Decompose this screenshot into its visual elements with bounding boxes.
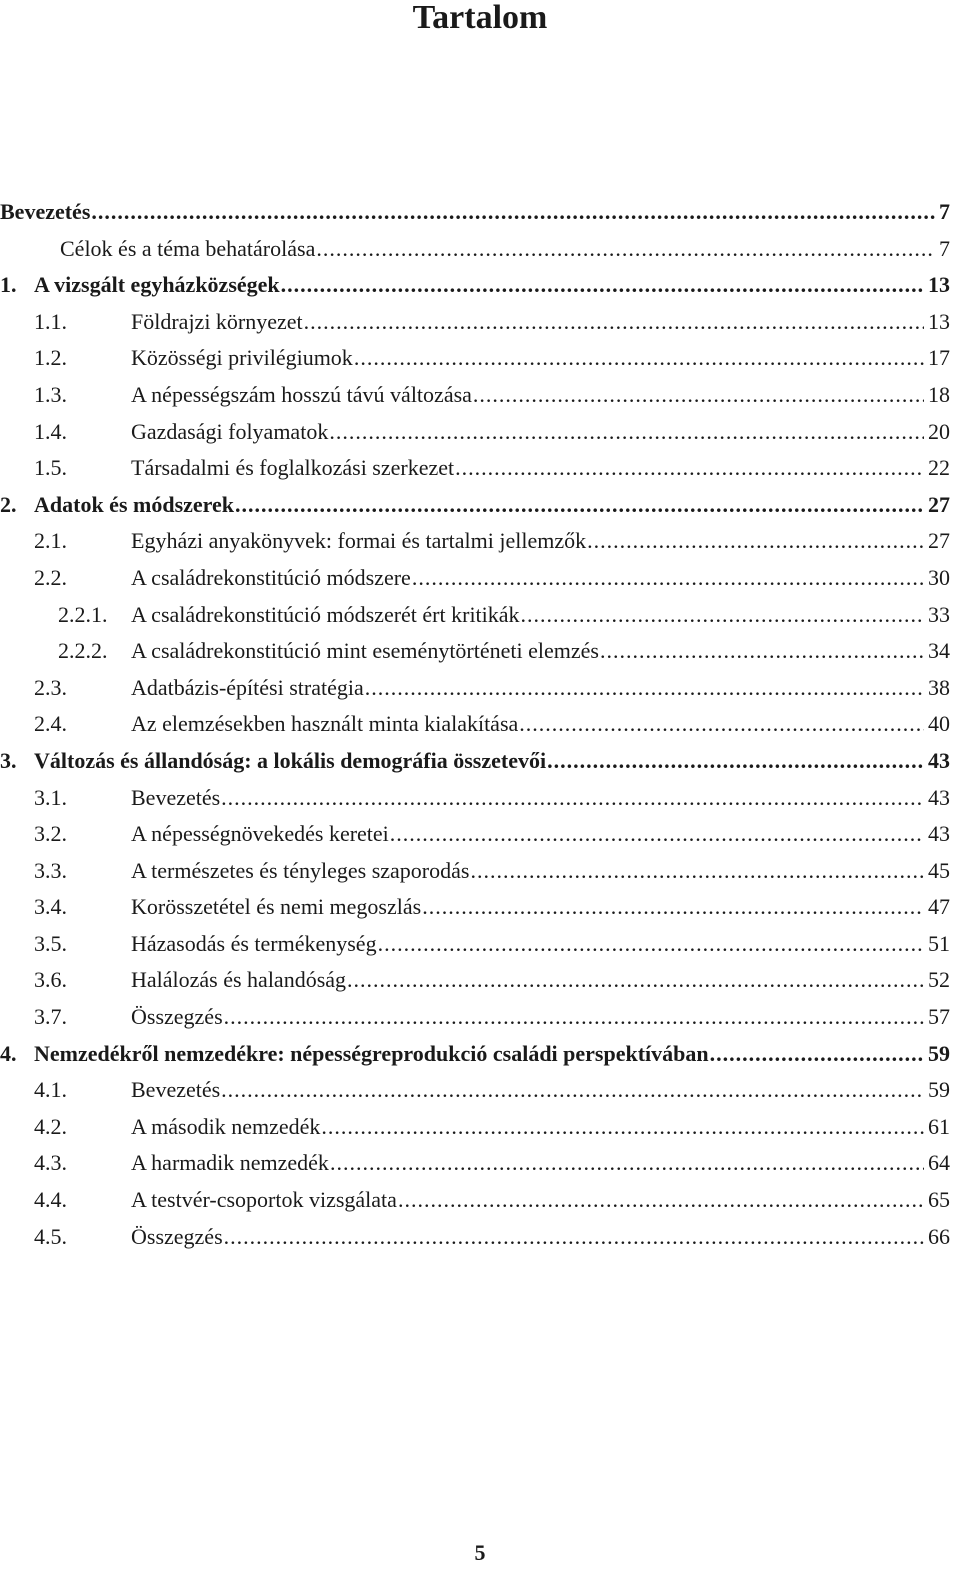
toc-entry-number: 2.2.2. — [58, 638, 108, 664]
dot-leader — [710, 1036, 924, 1073]
dot-leader — [91, 194, 935, 231]
dot-leader — [281, 267, 924, 304]
toc-entry-number: 1.5. — [34, 455, 67, 481]
toc-entry-line — [131, 340, 950, 377]
toc-entry-number: 2.2.1. — [58, 601, 108, 627]
toc-entry-title: A természetes és tényleges szaporodás — [131, 853, 470, 890]
toc-entry-page: 34 — [924, 633, 950, 670]
toc-entry[interactable] — [0, 1219, 950, 1256]
toc-entry-line — [131, 706, 950, 743]
dot-leader — [455, 450, 924, 487]
toc-entry-title: A családrekonstitúció módszerét ért kritikák — [131, 597, 521, 634]
toc-entry-title: Egyházi anyakönyvek: formai és tartalmi jellemzők — [131, 523, 587, 560]
toc-entry-page: 65 — [924, 1182, 950, 1219]
dot-leader — [365, 670, 924, 707]
toc-entry-title: A családrekonstitúció mint eseménytörténeti elemzés — [131, 633, 600, 670]
toc-entry-number: 2.2. — [34, 564, 67, 590]
toc-entry-line — [131, 1219, 950, 1256]
toc-entry-line — [131, 780, 950, 817]
toc-entry-number: 1.1. — [34, 308, 67, 334]
toc-entry[interactable] — [0, 853, 950, 890]
toc-entry-page: 45 — [924, 853, 950, 890]
toc-entry-number: 4.4. — [34, 1187, 67, 1213]
toc-entry-title: Változás és állandóság: a lokális demográfia összetevői — [34, 743, 547, 780]
toc-entry[interactable] — [0, 304, 950, 341]
toc-entry-page: 7 — [935, 194, 950, 231]
toc-entry-line — [131, 670, 950, 707]
dot-leader — [519, 706, 924, 743]
dot-leader — [412, 560, 924, 597]
toc-entry-number: 3.5. — [34, 930, 67, 956]
toc-entry-title: Társadalmi és foglalkozási szerkezet — [131, 450, 455, 487]
toc-entry-title: A népességnövekedés keretei — [131, 816, 390, 853]
toc-entry-line — [131, 414, 950, 451]
toc-entry-number: 4. — [0, 1040, 17, 1066]
toc-entry-line — [131, 999, 950, 1036]
toc-entry-page: 43 — [924, 743, 950, 780]
toc-entry-line — [131, 889, 950, 926]
toc-entry-title: Összegzés — [131, 1219, 224, 1256]
toc-entry-title: Bevezetés — [131, 780, 221, 817]
dot-leader — [473, 377, 924, 414]
toc-entry-number: 1.3. — [34, 381, 67, 407]
dot-leader — [347, 962, 924, 999]
toc-entry-page: 7 — [935, 231, 950, 268]
dot-leader — [330, 1145, 924, 1182]
toc-entry-number: 3.6. — [34, 967, 67, 993]
toc-entry[interactable] — [0, 414, 950, 451]
toc-entry-number: 4.1. — [34, 1077, 67, 1103]
toc-entry-title: Közösségi privilégiumok — [131, 340, 354, 377]
dot-leader — [316, 231, 935, 268]
toc-entry-page: 43 — [924, 816, 950, 853]
toc-entry[interactable] — [0, 231, 950, 268]
dot-leader — [221, 780, 924, 817]
toc-entry-number: 4.3. — [34, 1150, 67, 1176]
toc-entry-number: 2.4. — [34, 711, 67, 737]
toc-entry-page: 64 — [924, 1145, 950, 1182]
toc-entry-line — [0, 194, 950, 231]
toc-entry[interactable] — [0, 1072, 950, 1109]
toc-entry-title: Nemzedékről nemzedékre: népességreprodukció családi perspektívában — [34, 1036, 710, 1073]
toc-entry-page: 17 — [924, 340, 950, 377]
toc-entry[interactable] — [0, 340, 950, 377]
toc-entry[interactable] — [0, 597, 950, 634]
toc-entry[interactable] — [0, 962, 950, 999]
toc-entry-number: 3.4. — [34, 894, 67, 920]
toc-entry-page: 43 — [924, 780, 950, 817]
toc-entry-title: Bevezetés — [131, 1072, 221, 1109]
toc-entry-line — [131, 1145, 950, 1182]
dot-leader — [390, 816, 924, 853]
dot-leader — [354, 340, 924, 377]
toc-entry[interactable] — [0, 889, 950, 926]
toc-entry-title: Halálozás és halandóság — [131, 962, 347, 999]
toc-entry-line — [131, 853, 950, 890]
toc-entry[interactable] — [0, 999, 950, 1036]
toc-entry-line — [34, 743, 950, 780]
toc-entry[interactable] — [0, 1145, 950, 1182]
toc-entry[interactable] — [0, 1036, 950, 1073]
toc-entry-title: A második nemzedék — [131, 1109, 321, 1146]
toc-entry-line — [131, 304, 950, 341]
toc-entry-page: 20 — [924, 414, 950, 451]
dot-leader — [304, 304, 924, 341]
toc-entry-line — [60, 231, 950, 268]
toc-entry-number: 2. — [0, 491, 17, 517]
toc-entry[interactable] — [0, 706, 950, 743]
toc-entry[interactable] — [0, 523, 950, 560]
toc-entry-line — [131, 597, 950, 634]
toc-entry[interactable] — [0, 926, 950, 963]
toc-entry-line — [131, 450, 950, 487]
toc-entry-page: 66 — [924, 1219, 950, 1256]
toc-entry-title: A testvér-csoportok vizsgálata — [131, 1182, 398, 1219]
toc-entry-title: A harmadik nemzedék — [131, 1145, 330, 1182]
toc-entry-title: A családrekonstitúció módszere — [131, 560, 412, 597]
page-number: 5 — [474, 1540, 486, 1565]
toc-entry-number: 2.1. — [34, 528, 67, 554]
dot-leader — [224, 1219, 924, 1256]
dot-leader — [378, 926, 924, 963]
toc-entry-number: 1. — [0, 272, 17, 298]
toc-entry-line — [131, 1182, 950, 1219]
toc-entry-line — [131, 633, 950, 670]
toc-entry-page: 59 — [924, 1036, 950, 1073]
toc-entry-line — [34, 267, 950, 304]
toc-entry-title: Bevezetés — [0, 194, 91, 231]
toc-entry[interactable] — [0, 194, 950, 231]
toc-entry-line — [131, 816, 950, 853]
toc-entry-line — [131, 926, 950, 963]
dot-leader — [600, 633, 924, 670]
toc-entry-title: A népességszám hosszú távú változása — [131, 377, 473, 414]
dot-leader — [329, 414, 924, 451]
toc-entry[interactable] — [0, 267, 950, 304]
toc-entry-page: 13 — [924, 304, 950, 341]
dot-leader — [470, 853, 924, 890]
toc-entry[interactable] — [0, 780, 950, 817]
toc-entry-line — [131, 377, 950, 414]
toc-entry-number: 1.2. — [34, 345, 67, 371]
table-of-contents — [0, 194, 950, 1255]
toc-entry-page: 13 — [924, 267, 950, 304]
toc-entry[interactable] — [0, 377, 950, 414]
dot-leader — [521, 597, 924, 634]
toc-entry-page: 47 — [924, 889, 950, 926]
dot-leader — [587, 523, 924, 560]
toc-entry-title: Célok és a téma behatárolása — [60, 231, 316, 268]
toc-entry-title: Adatbázis-építési stratégia — [131, 670, 365, 707]
toc-entry-page: 27 — [924, 487, 950, 524]
toc-entry[interactable] — [0, 1182, 950, 1219]
toc-entry-number: 4.5. — [34, 1223, 67, 1249]
toc-entry-page: 51 — [924, 926, 950, 963]
toc-entry[interactable] — [0, 633, 950, 670]
toc-entry-title: Az elemzésekben használt minta kialakítása — [131, 706, 519, 743]
toc-entry-page: 40 — [924, 706, 950, 743]
toc-entry-page: 59 — [924, 1072, 950, 1109]
toc-entry-line — [34, 487, 950, 524]
page-title: Tartalom — [412, 0, 548, 36]
toc-entry-title: Gazdasági folyamatok — [131, 414, 329, 451]
toc-entry-page: 30 — [924, 560, 950, 597]
toc-entry-number: 3. — [0, 747, 17, 773]
toc-entry[interactable] — [0, 743, 950, 780]
toc-entry-line — [131, 1109, 950, 1146]
dot-leader — [321, 1109, 924, 1146]
toc-entry-line — [131, 523, 950, 560]
toc-entry-title: Összegzés — [131, 999, 224, 1036]
toc-entry-line — [131, 1072, 950, 1109]
toc-entry-number: 3.7. — [34, 1004, 67, 1030]
toc-entry-line — [131, 962, 950, 999]
dot-leader — [221, 1072, 924, 1109]
toc-entry-page: 18 — [924, 377, 950, 414]
toc-entry-page: 38 — [924, 670, 950, 707]
dot-leader — [398, 1182, 924, 1219]
toc-entry-page: 22 — [924, 450, 950, 487]
toc-entry-page: 52 — [924, 962, 950, 999]
toc-entry-page: 61 — [924, 1109, 950, 1146]
toc-entry-page: 33 — [924, 597, 950, 634]
toc-entry-title: Földrajzi környezet — [131, 304, 304, 341]
toc-entry[interactable] — [0, 816, 950, 853]
dot-leader — [235, 487, 924, 524]
toc-entry[interactable] — [0, 1109, 950, 1146]
dot-leader — [547, 743, 924, 780]
dot-leader — [224, 999, 924, 1036]
toc-entry-number: 3.3. — [34, 857, 67, 883]
toc-entry-number: 3.1. — [34, 784, 67, 810]
toc-entry[interactable] — [0, 560, 950, 597]
toc-entry-title: A vizsgált egyházközségek — [34, 267, 281, 304]
toc-entry-title: Korösszetétel és nemi megoszlás — [131, 889, 422, 926]
toc-entry-number: 4.2. — [34, 1113, 67, 1139]
toc-entry-line — [131, 560, 950, 597]
toc-entry-title: Adatok és módszerek — [34, 487, 235, 524]
toc-entry[interactable] — [0, 670, 950, 707]
toc-entry[interactable] — [0, 450, 950, 487]
toc-entry-page: 27 — [924, 523, 950, 560]
toc-entry-title: Házasodás és termékenység — [131, 926, 378, 963]
toc-entry-number: 2.3. — [34, 674, 67, 700]
toc-entry[interactable] — [0, 487, 950, 524]
toc-entry-number: 3.2. — [34, 821, 67, 847]
toc-entry-page: 57 — [924, 999, 950, 1036]
toc-entry-line — [34, 1036, 950, 1073]
toc-entry-number: 1.4. — [34, 418, 67, 444]
dot-leader — [422, 889, 924, 926]
